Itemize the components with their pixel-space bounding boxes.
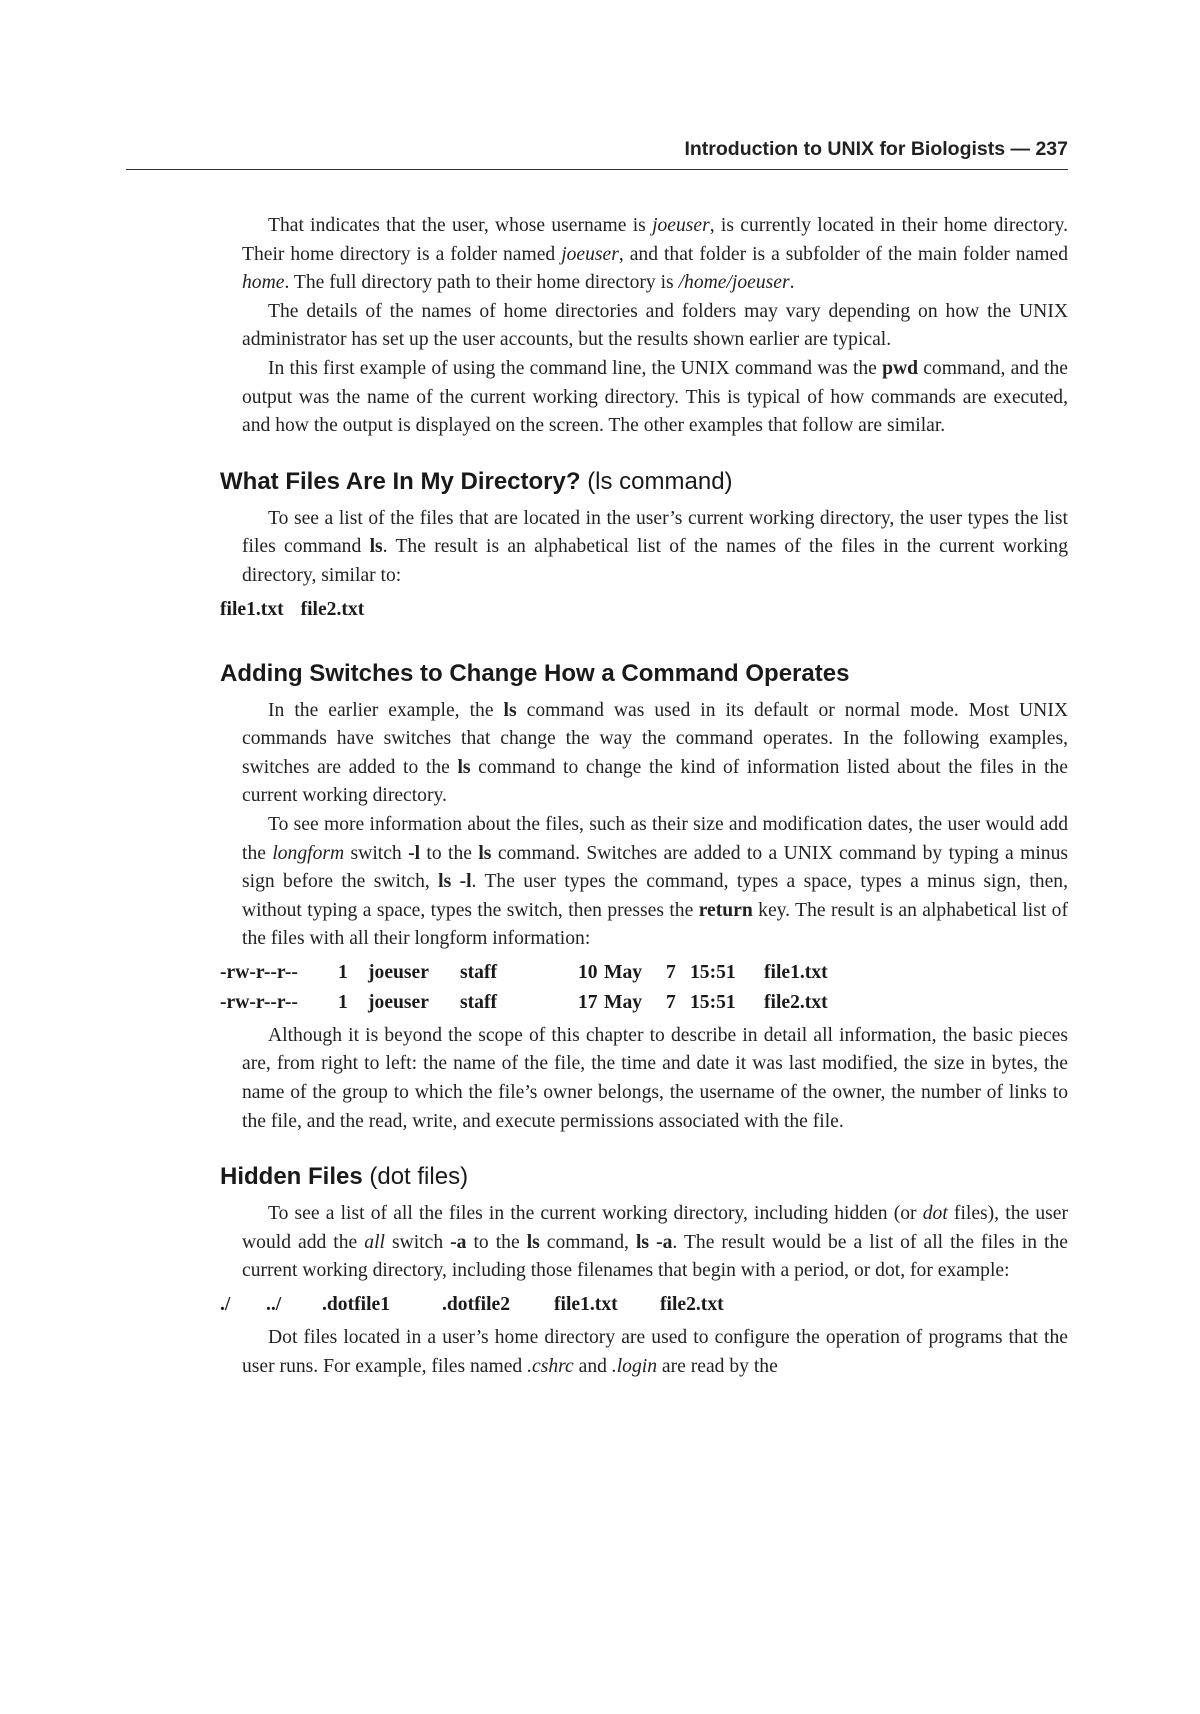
hidden-paragraph-1: To see a list of all the files in the current working directory, including hidden (or dot files), the user would add the all switch -a to the ls command, ls -a. The result would be a list of all the files in the current working directory, including those filenames that begin with a period, or dot, for example: [242,1203,1068,1282]
intro-paragraph-3: In this first example of using the command line, the UNIX command was the pwd command, and the output was the name of the current working directory. This is typical of how commands are executed, and how the output is displayed on the screen. The other examples that follow are similar. [242,357,1068,437]
output-file: file2.txt [300,598,365,620]
ls-output [220,595,1068,625]
intro-paragraph-2: The details of the names of home directories and folders may vary depending on how the UNIX administrator has set up the user accounts, but the results shown earlier are typical. [242,300,1068,351]
page-body [220,212,1069,1381]
switches-paragraph-2: To see more information about the files, such as their size and modification dates, the user would add the longform switch -l to the ls command. Switches are added to a UNIX command by typing a minus sign before the switch, ls -l. The user types the command, types a space, types a minus sign, then, without typing a space, types the switch, then presses the return key. The result is an alphabetical list of the files with all their longform information: [242,813,1069,950]
listing-row: -rw-r--r-- 1 joeuser staff 10 May 7 15:51 file1.txt [220,961,828,983]
section-heading-ls: What Files Are In My Directory? (ls command) [220,467,733,495]
output-file: ./ [220,1294,231,1316]
output-file: file1.txt [554,1294,618,1316]
section-heading-switches: Adding Switches to Change How a Command Operates [220,659,850,687]
header-separator: — [1010,138,1031,160]
ls-a-output [220,1290,1068,1320]
output-file: ../ [266,1294,282,1316]
switches-paragraph-3: Although it is beyond the scope of this chapter to describe in detail all information, the basic pieces are, from right to left: the name of the file, the time and date it was last modified, the size in bytes, the name of the group to which the file’s owner belongs, the username of the owner, the number of links to the file, and the read, write, and execute permissions associated with the file. [242,1024,1068,1132]
page-number: 237 [1035,138,1068,160]
output-file: file1.txt [220,598,284,620]
running-header [126,138,1068,161]
section-heading-hidden: Hidden Files (dot files) [220,1163,469,1191]
header-rule [126,169,1068,170]
output-file: .dotfile1 [322,1294,391,1316]
listing-row: -rw-r--r-- 1 joeuser staff 17 May 7 15:51 file2.txt [220,991,828,1013]
ls-paragraph: To see a list of the files that are located in the user’s current working directory, the user types the list files command ls. The result is an alphabetical list of the names of the files in the current working directory, similar to: [242,507,1069,586]
ls-long-listing [220,958,1068,1018]
output-file: file2.txt [660,1294,724,1316]
hidden-paragraph-2: Dot files located in a user’s home directory are used to configure the operation of programs that the user runs. For example, files named .cshrc and .login are read by the [242,1327,1068,1377]
running-title: Introduction to UNIX for Biologists [684,138,1006,160]
switches-paragraph-1: In the earlier example, the ls command was used in its default or normal mode. Most UNIX commands have switches that change the way the command operates. In the following examples, switches are added to the ls command to change the kind of information listed about the files in the current working directory. [242,699,1069,807]
output-file: .dotfile2 [442,1294,511,1316]
intro-paragraph-1: That indicates that the user, whose username is joeuser, is currently located in their home directory. Their home directory is a folder named joeuser, and that folder is a subfolder of the main folder named home. The full directory path to their home directory is /home/joeuser. [242,215,1068,294]
